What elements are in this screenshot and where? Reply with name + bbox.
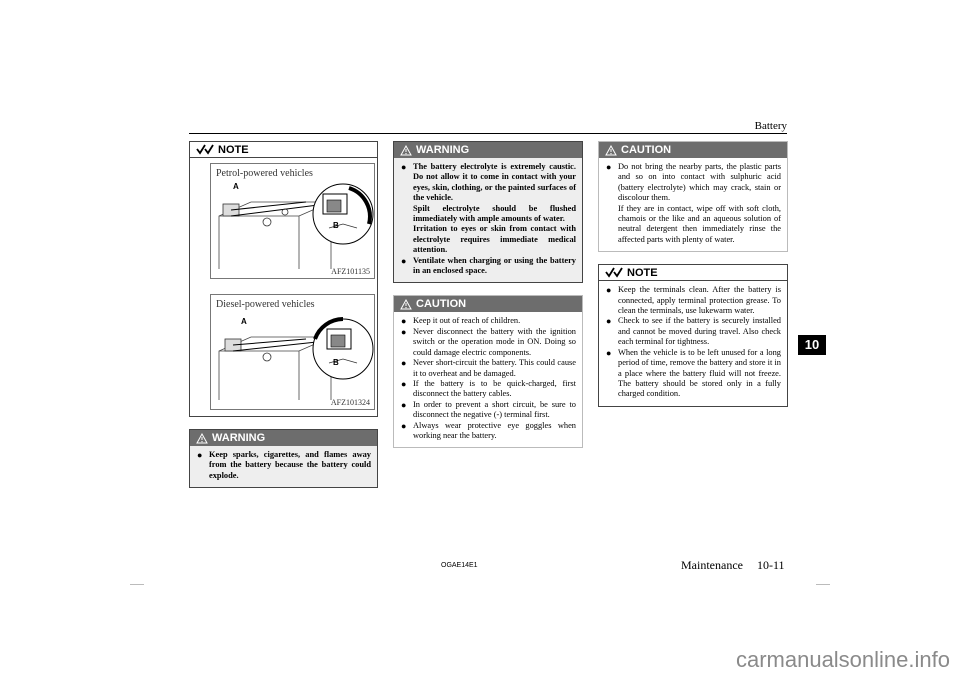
label-b: B bbox=[333, 221, 339, 230]
document-code: OGAE14E1 bbox=[441, 562, 478, 569]
bullet-icon: ● bbox=[401, 255, 407, 266]
warning-icon bbox=[196, 433, 208, 444]
bullet-icon: ● bbox=[606, 285, 612, 296]
caution-title: CAUTION bbox=[621, 144, 672, 156]
warning-box bbox=[393, 141, 583, 283]
figure-caption: Petrol-powered vehicles bbox=[216, 168, 313, 179]
watermark[interactable]: carmanualsonline.info bbox=[735, 647, 950, 672]
caution-box bbox=[598, 141, 788, 252]
label-a: A bbox=[241, 317, 247, 326]
bullet-icon: ● bbox=[401, 316, 407, 327]
diesel-battery-figure bbox=[210, 294, 375, 410]
crop-mark bbox=[130, 584, 144, 585]
list-item: ● Always wear protective eye goggles when working near the battery. bbox=[401, 420, 576, 440]
list-item: ● If the battery is to be quick-charged, first disconnect the battery cables. bbox=[401, 378, 576, 399]
list-item: ● Ventilate when charging or using the battery in an enclosed space. bbox=[401, 255, 576, 276]
figure-caption: Diesel-powered vehicles bbox=[216, 299, 315, 310]
note-box bbox=[189, 141, 378, 417]
list-item: ● The battery electrolyte is extremely caustic. Do not allow it to come in contact with your eyes, skin, clothing, or the painted surfaces of the vehicle. Spilt electrolyte should be flushed immediately with ample amounts of water. Irritation to eyes or skin from contact with electrolyte requires immediate medical attention. bbox=[401, 162, 576, 255]
list-item: ● When the vehicle is to be left unused for a long period of time, remove the battery and store it in a place where the battery fluid will not freeze. The battery should be stored only in a fully charged condition. bbox=[606, 347, 781, 399]
warning-icon bbox=[400, 145, 412, 156]
left-column bbox=[189, 141, 378, 488]
note-list bbox=[599, 281, 787, 405]
caution-box bbox=[393, 295, 583, 448]
warning-header bbox=[190, 430, 377, 446]
right-column bbox=[598, 141, 788, 407]
warning-list bbox=[394, 158, 582, 282]
page-number: 10-11 bbox=[757, 558, 785, 572]
figure-code: AFZ101135 bbox=[331, 267, 370, 276]
list-item: ● Never short-circuit the battery. This could cause it to overheat and be damaged. bbox=[401, 358, 576, 378]
warning-title: WARNING bbox=[212, 432, 266, 444]
bullet-icon: ● bbox=[401, 358, 407, 369]
caution-list bbox=[394, 312, 582, 447]
bullet-icon: ● bbox=[606, 162, 612, 172]
label-a: A bbox=[233, 182, 239, 191]
note-icon bbox=[196, 144, 214, 155]
figure-code: AFZ101324 bbox=[330, 398, 370, 407]
warning-list bbox=[190, 446, 377, 487]
note-icon bbox=[605, 267, 623, 278]
battery-illustration bbox=[211, 295, 374, 409]
footer-section: Maintenance bbox=[681, 558, 743, 572]
caution-title: CAUTION bbox=[416, 298, 467, 311]
list-item: ● Keep sparks, cigarettes, and flames away from the battery because the battery could explode. bbox=[197, 450, 371, 480]
bullet-icon: ● bbox=[401, 399, 407, 410]
caution-header bbox=[599, 142, 787, 158]
caution-list bbox=[599, 158, 787, 251]
warning-title: WARNING bbox=[416, 144, 470, 156]
list-item: ● In order to prevent a short circuit, be sure to disconnect the negative (-) terminal first. bbox=[401, 399, 576, 420]
list-item: ● Never disconnect the battery with the ignition switch or the operation mode in ON. Doing so could damage electric components. bbox=[401, 326, 576, 357]
warning-header bbox=[394, 142, 582, 158]
caution-icon bbox=[400, 299, 412, 310]
chapter-tab: 10 bbox=[798, 335, 826, 355]
note-box bbox=[598, 264, 788, 406]
petrol-battery-figure bbox=[210, 163, 375, 279]
header-title: Battery bbox=[754, 120, 787, 132]
list-item: ● Check to see if the battery is securely installed and cannot be moved during travel. Also check each terminal for tightness. bbox=[606, 316, 781, 347]
list-item: ● Do not bring the nearby parts, the plastic parts and so on into contact with sulphuric acid (battery electrolyte) which may crack, stain or discolour them. If they are in contact, wipe off with soft cloth, chamois or the like and an aqueous solution of neutral detergent then immediately rinse the affected parts with plenty of water. bbox=[606, 162, 781, 244]
bullet-icon: ● bbox=[401, 420, 407, 431]
bullet-icon: ● bbox=[606, 347, 612, 358]
crop-mark bbox=[816, 584, 830, 585]
note-title: NOTE bbox=[218, 143, 249, 156]
bullet-icon: ● bbox=[401, 378, 407, 389]
list-item: ● Keep it out of reach of children. bbox=[401, 316, 521, 327]
middle-column bbox=[393, 141, 583, 448]
bullet-icon: ● bbox=[606, 316, 612, 327]
label-b: B bbox=[333, 358, 339, 367]
caution-icon bbox=[605, 145, 617, 156]
warning-box bbox=[189, 429, 378, 488]
note-header bbox=[190, 142, 377, 158]
bullet-icon: ● bbox=[401, 162, 407, 172]
header-rule bbox=[189, 133, 787, 134]
bullet-icon: ● bbox=[401, 326, 407, 337]
list-item: ● Keep the terminals clean. After the battery is connected, apply terminal protection grease. To clean the terminals, use lukewarm water. bbox=[606, 285, 781, 316]
bullet-icon: ● bbox=[197, 450, 203, 460]
caution-header bbox=[394, 296, 582, 312]
note-header bbox=[599, 265, 787, 281]
note-title: NOTE bbox=[627, 266, 658, 279]
